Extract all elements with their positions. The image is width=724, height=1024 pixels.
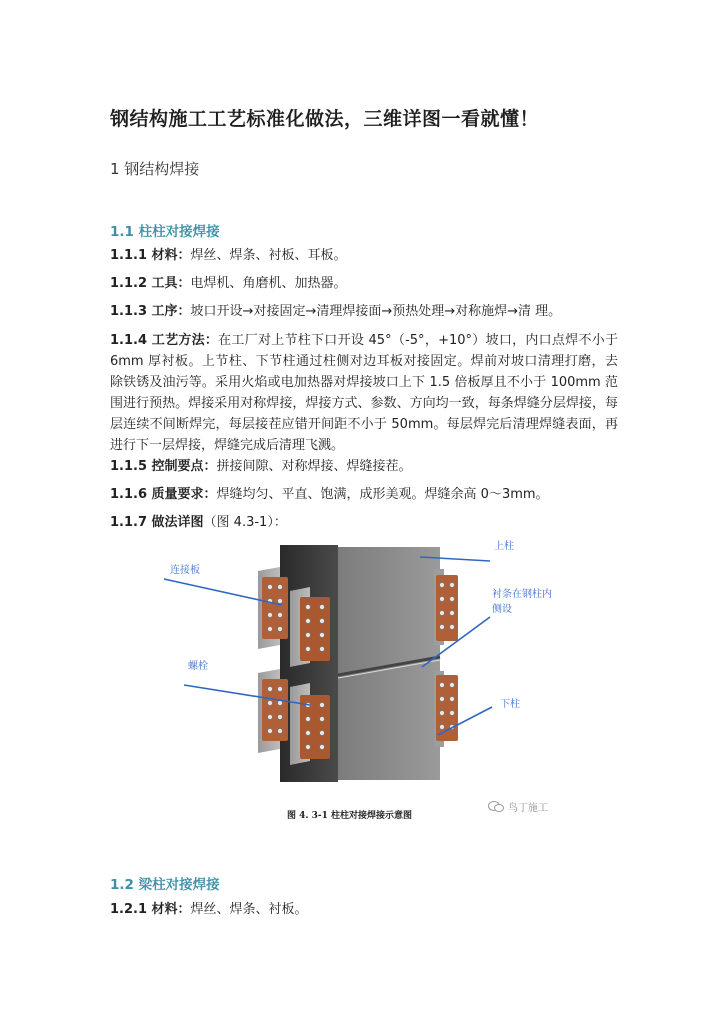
item-control-points: [110, 456, 618, 477]
item-label: 1.1.1 材料：: [110, 248, 191, 263]
bolt: [278, 687, 283, 692]
bolt: [306, 745, 311, 750]
item-text: 坡口开设→对接固定→清理焊接面→预热处理→对称施焊→清 理。: [190, 304, 562, 319]
item-text: 在工厂对上节柱下口开设 45°（-5°，+10°）坡口，内口点焊不小于 6mm 厚衬板。上节柱、下节柱通过柱侧对边耳板对接固定。焊前对坡口清理打磨，去 除铁锈及油污等。采用火焰或电加热器对焊接坡口上下 1.5 倍板厚且不小于 100mm 范围进行预热。焊接采用对称焊接，焊接方式、参数、方向均一致，每条焊缝分层焊接，每层连续不间断焊完，每层接茬应错开间距不小于 50mm。每层焊完后清理焊缝表面，再进行下一层焊接，焊缝完成后清理飞溅。: [110, 333, 618, 453]
column-splice-illustration: [150, 535, 570, 785]
bolt: [278, 715, 283, 720]
item-detail-drawing: [110, 512, 618, 533]
item-text: 焊丝、焊条、衬板、耳板。: [190, 248, 347, 263]
bolt: [320, 647, 325, 652]
item-text: 焊缝均匀、平直、饱满，成形美观。焊缝余高 0～3mm。: [216, 487, 549, 502]
bolt: [268, 627, 273, 632]
item-label: 1.1.2 工具：: [110, 276, 191, 291]
bolt: [440, 683, 445, 688]
watermark-text: 鸟丁施工: [508, 803, 548, 814]
connecting-plate-lower-left: [262, 679, 288, 741]
bolt: [320, 605, 325, 610]
bolt: [450, 583, 455, 588]
item-label: 1.1.6 质量要求：: [110, 487, 217, 502]
item-label: 1.2.1 材料：: [110, 902, 191, 917]
item-label: 1.1.5 控制要点：: [110, 459, 217, 474]
column-splice-figure: [150, 535, 570, 785]
chat-bubble-icon: [488, 801, 504, 812]
bolt: [440, 597, 445, 602]
item-label: 1.1.3 工序：: [110, 304, 191, 319]
bolt: [320, 717, 325, 722]
bolt: [306, 605, 311, 610]
bolt: [320, 633, 325, 638]
watermark: [488, 799, 548, 814]
bolt: [306, 731, 311, 736]
item-text: （图 4.3-1）：: [203, 515, 287, 530]
item-procedure: [110, 301, 618, 322]
item-materials-1-2: [110, 899, 618, 920]
bolt: [450, 697, 455, 702]
bolt: [450, 683, 455, 688]
bolt: [306, 619, 311, 624]
column-front-face: [338, 547, 440, 780]
bolt: [450, 611, 455, 616]
bolt: [268, 687, 273, 692]
item-quality: [110, 484, 618, 505]
bolt: [278, 599, 283, 604]
bolt: [320, 619, 325, 624]
bolt: [306, 633, 311, 638]
bolt: [440, 697, 445, 702]
connecting-plate-upper-left: [262, 577, 288, 639]
bolt: [268, 701, 273, 706]
label-lower-column: 下柱: [500, 699, 520, 710]
bolt: [450, 625, 455, 630]
subsection-heading-1-2: 1.2 梁柱对接焊接: [110, 877, 220, 893]
item-text: 拼接间隙、对称焊接、焊缝接茬。: [216, 459, 412, 474]
page-title: 钢结构施工工艺标准化做法，三维详图一看就懂！: [110, 108, 540, 130]
label-connecting-plate: 连接板: [170, 565, 200, 576]
bolt: [440, 711, 445, 716]
bolt: [440, 611, 445, 616]
item-process-method: [110, 330, 618, 456]
item-materials: [110, 245, 618, 266]
item-label: 1.1.7 做法详图: [110, 515, 204, 530]
label-upper-column: 上柱: [494, 541, 514, 552]
bolt: [268, 585, 273, 590]
section-heading: 1 钢结构焊接: [110, 160, 200, 178]
subsection-heading-1-1: 1.1 柱柱对接焊接: [110, 224, 220, 240]
item-tools: [110, 273, 618, 294]
connecting-plate-upper-mid: [300, 597, 330, 661]
bolt: [320, 745, 325, 750]
bolt: [440, 583, 445, 588]
item-label: 1.1.4 工艺方法：: [110, 333, 219, 348]
bolt: [278, 701, 283, 706]
bolt: [450, 597, 455, 602]
label-bolt: 螺栓: [188, 661, 208, 672]
label-backing-strip-line2: 侧设: [492, 604, 512, 615]
bolt: [268, 715, 273, 720]
bolt: [440, 625, 445, 630]
bolt: [320, 731, 325, 736]
connecting-plate-upper-right: [436, 575, 458, 641]
item-text: 电焊机、角磨机、加热器。: [190, 276, 347, 291]
bolt: [278, 585, 283, 590]
item-text: 焊丝、焊条、衬板。: [190, 902, 308, 917]
bolt: [306, 717, 311, 722]
bolt: [278, 627, 283, 632]
label-backing-strip-line1: 衬条在钢柱内: [492, 589, 552, 600]
bolt: [278, 613, 283, 618]
figure-caption: 图 4. 3-1 柱柱对接焊接示意图: [287, 811, 413, 821]
bolt: [278, 729, 283, 734]
bolt: [306, 647, 311, 652]
bolt: [268, 729, 273, 734]
bolt: [268, 613, 273, 618]
bolt: [450, 711, 455, 716]
bolt: [320, 703, 325, 708]
bolt: [440, 725, 445, 730]
